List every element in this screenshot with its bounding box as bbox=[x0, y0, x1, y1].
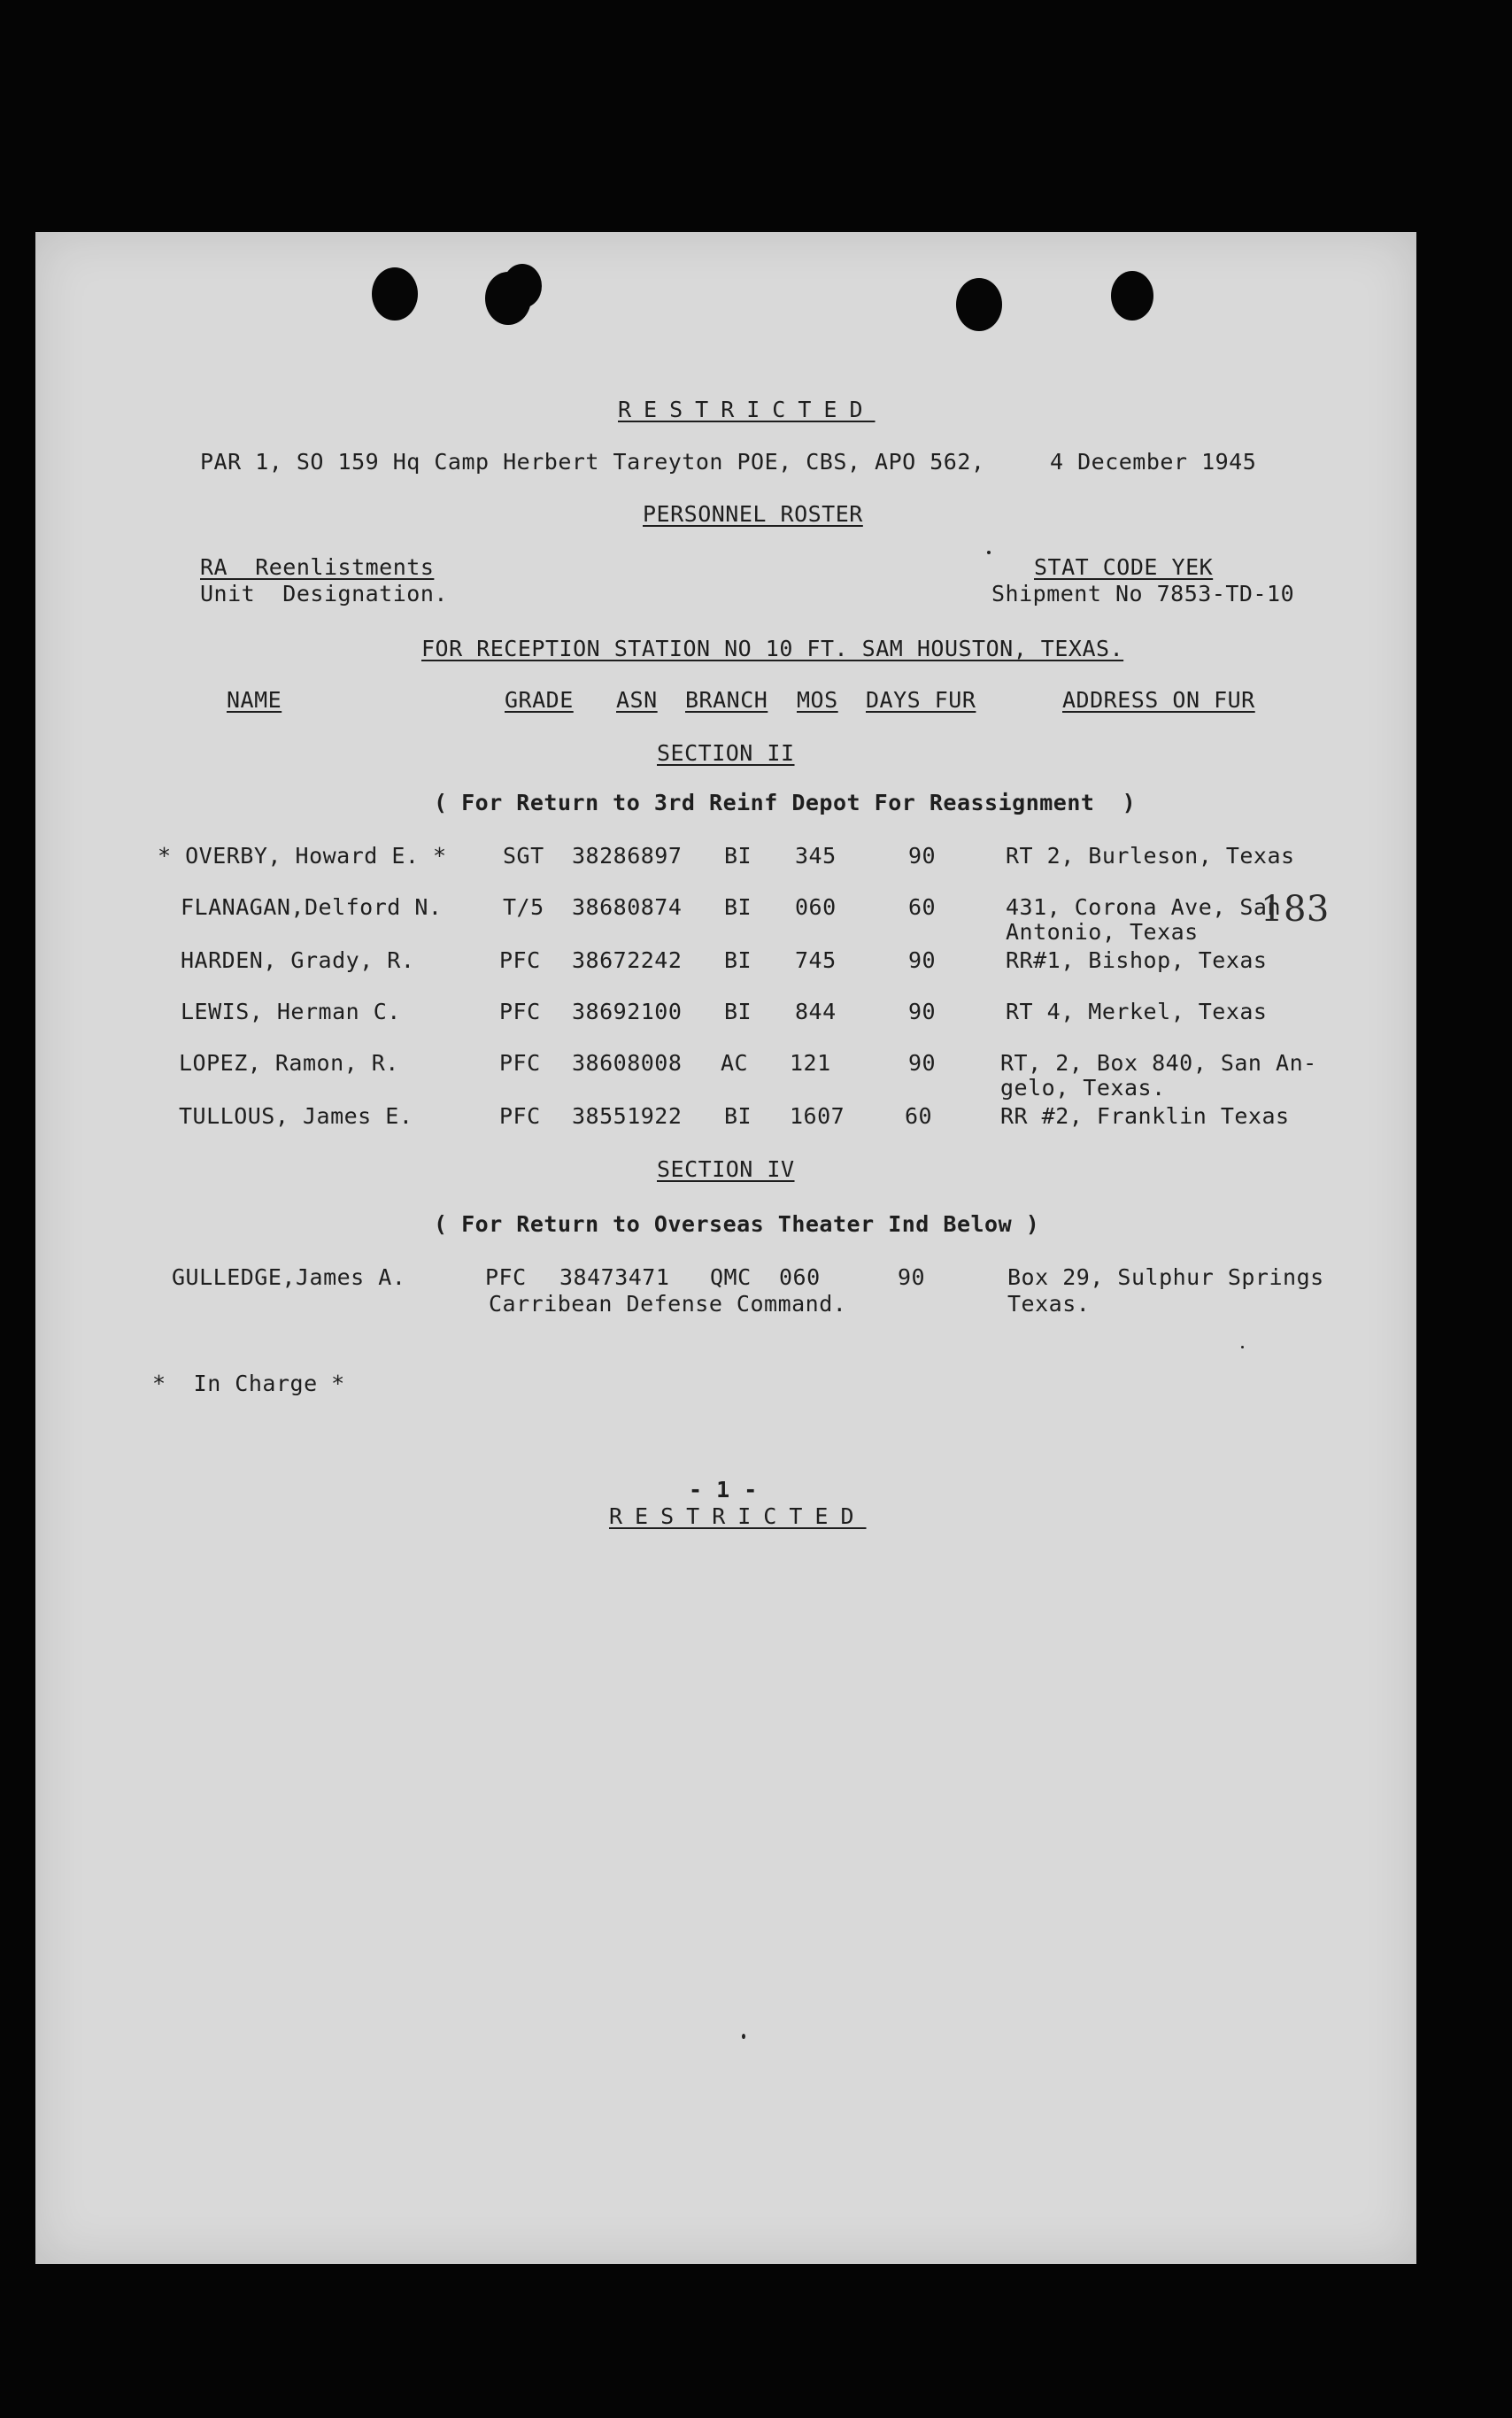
row-address: RT 4, Merkel, Texas bbox=[1006, 999, 1268, 1024]
row-mos: 844 bbox=[795, 999, 837, 1024]
row-grade: PFC bbox=[499, 947, 541, 973]
row-mos: 060 bbox=[779, 1264, 821, 1290]
row-asn: 38608008 bbox=[572, 1050, 683, 1076]
page-stamp-number: 183 bbox=[1261, 889, 1330, 930]
stat-code: STAT CODE YEK bbox=[1034, 554, 1214, 580]
section-iv-note: ( For Return to Overseas Theater Ind Below ) bbox=[434, 1211, 1040, 1237]
destination-line: FOR RECEPTION STATION NO 10 FT. SAM HOUSTON, TEXAS. bbox=[421, 636, 1124, 661]
row-days: 90 bbox=[908, 843, 937, 869]
row-address: RR#1, Bishop, Texas bbox=[1006, 947, 1268, 973]
row-asn: 38672242 bbox=[572, 947, 683, 973]
row-asn: 38551922 bbox=[572, 1103, 683, 1129]
classification-footer: RESTRICTED bbox=[609, 1503, 867, 1529]
row-name: TULLOUS, James E. bbox=[179, 1103, 413, 1129]
row-address-cont: gelo, Texas. bbox=[1000, 1075, 1166, 1101]
section-ii-note: ( For Return to 3rd Reinf Depot For Reassignment ) bbox=[434, 790, 1137, 815]
roster-page bbox=[35, 232, 1416, 2264]
page-number: - 1 - bbox=[689, 1477, 758, 1503]
col-mos: MOS bbox=[797, 687, 838, 713]
punch-hole bbox=[1111, 271, 1153, 321]
punch-hole bbox=[956, 278, 1002, 331]
row-branch: BI bbox=[724, 894, 752, 920]
row-days: 90 bbox=[898, 1264, 926, 1290]
row-asn: 38473471 bbox=[559, 1264, 670, 1290]
row-grade: T/5 bbox=[503, 894, 544, 920]
col-grade: GRADE bbox=[505, 687, 574, 713]
footnote-in-charge: * In Charge * bbox=[152, 1371, 345, 1396]
row-asn: 38286897 bbox=[572, 843, 683, 869]
classification-header: RESTRICTED bbox=[618, 397, 876, 422]
row-branch: BI bbox=[724, 1103, 752, 1129]
order-date: 4 December 1945 bbox=[1050, 449, 1257, 475]
row-branch: AC bbox=[721, 1050, 749, 1076]
row-name: GULLEDGE,James A. bbox=[172, 1264, 406, 1290]
row-name: LEWIS, Herman C. bbox=[181, 999, 401, 1024]
row-grade: PFC bbox=[499, 999, 541, 1024]
row-branch: QMC bbox=[710, 1264, 752, 1290]
col-asn: ASN bbox=[616, 687, 658, 713]
roster-title: PERSONNEL ROSTER bbox=[643, 501, 863, 527]
row-name: * OVERBY, Howard E. * bbox=[158, 843, 447, 869]
row-branch: BI bbox=[724, 999, 752, 1024]
row-asn: 38692100 bbox=[572, 999, 683, 1024]
row-days: 90 bbox=[908, 947, 937, 973]
row-address-cont: Antonio, Texas bbox=[1006, 919, 1199, 945]
shipment-number: Shipment No 7853-TD-10 bbox=[991, 581, 1295, 606]
row-grade: PFC bbox=[485, 1264, 527, 1290]
row-days: 60 bbox=[908, 894, 937, 920]
col-address: ADDRESS ON FUR bbox=[1062, 687, 1255, 713]
row-theater: Carribean Defense Command. bbox=[489, 1291, 847, 1317]
col-branch: BRANCH bbox=[685, 687, 768, 713]
row-mos: 345 bbox=[795, 843, 837, 869]
punch-hole bbox=[503, 264, 542, 308]
punch-hole bbox=[372, 267, 418, 321]
row-mos: 121 bbox=[790, 1050, 831, 1076]
section-iv-title: SECTION IV bbox=[657, 1156, 795, 1182]
row-branch: BI bbox=[724, 947, 752, 973]
row-address: RT, 2, Box 840, San An- bbox=[1000, 1050, 1317, 1076]
row-grade: PFC bbox=[499, 1103, 541, 1129]
row-address-cont: Texas. bbox=[1007, 1291, 1091, 1317]
row-days: 90 bbox=[908, 1050, 937, 1076]
section-ii-title: SECTION II bbox=[657, 740, 795, 766]
row-address: RR #2, Franklin Texas bbox=[1000, 1103, 1290, 1129]
order-line: PAR 1, SO 159 Hq Camp Herbert Tareyton POE, CBS, APO 562, bbox=[200, 449, 985, 475]
row-name: FLANAGAN,Delford N. bbox=[181, 894, 443, 920]
row-days: 90 bbox=[908, 999, 937, 1024]
row-address: RT 2, Burleson, Texas bbox=[1006, 843, 1295, 869]
row-grade: SGT bbox=[503, 843, 544, 869]
row-name: LOPEZ, Ramon, R. bbox=[179, 1050, 399, 1076]
row-mos: 060 bbox=[795, 894, 837, 920]
col-name: NAME bbox=[227, 687, 282, 713]
unit-designation-label: Unit Designation. bbox=[200, 581, 448, 606]
row-grade: PFC bbox=[499, 1050, 541, 1076]
row-asn: 38680874 bbox=[572, 894, 683, 920]
row-days: 60 bbox=[905, 1103, 933, 1129]
row-mos: 1607 bbox=[790, 1103, 845, 1129]
row-name: HARDEN, Grady, R. bbox=[181, 947, 415, 973]
unit-line: RA Reenlistments bbox=[200, 554, 435, 580]
row-address: 431, Corona Ave, San bbox=[1006, 894, 1282, 920]
row-branch: BI bbox=[724, 843, 752, 869]
row-address: Box 29, Sulphur Springs bbox=[1007, 1264, 1324, 1290]
col-days: DAYS FUR bbox=[866, 687, 976, 713]
row-mos: 745 bbox=[795, 947, 837, 973]
